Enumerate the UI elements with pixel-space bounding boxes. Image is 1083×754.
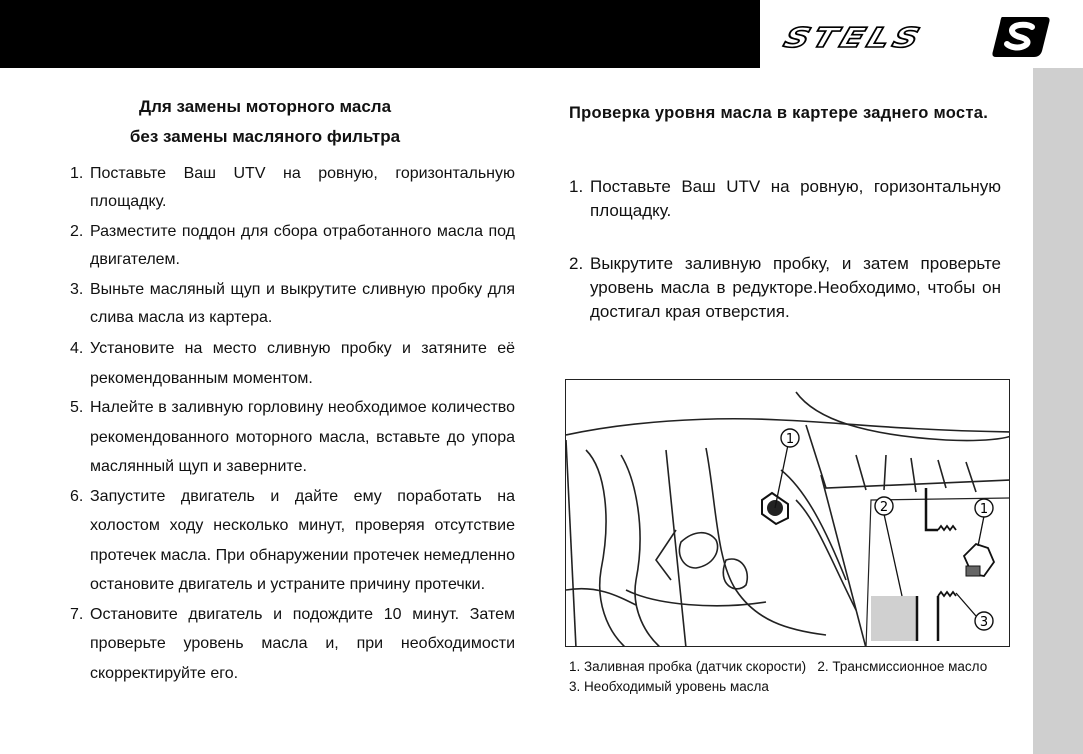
left-section-title: Для замены моторного масла без замены масляного фильтра bbox=[129, 97, 401, 146]
figure-caption: 1. Заливная пробка (датчик скорости) 2. Трансмиссионное масло 3. Необходимый уровень масла bbox=[569, 659, 988, 694]
list-item: 1. Поставьте Ваш UTV на ровную, горизонтальную площадку. bbox=[569, 177, 1001, 220]
header-bar bbox=[0, 0, 760, 68]
list-item: 4. Установите на место сливную пробку и затяните её рекомендованным моментом. bbox=[70, 340, 515, 387]
side-strip bbox=[1033, 68, 1083, 754]
list-item: 7. Остановите двигатель и подождите 10 минут. Затем проверьте уровень масла и, при необходимости скорректируйте его. bbox=[70, 605, 515, 682]
list-item: 2. Выкрутите заливную пробку, и затем проверьте уровень масла в редукторе.Необходимо, чтобы он достигал края отверстия. bbox=[569, 254, 1001, 321]
list-item: 1. Поставьте Ваш UTV на ровную, горизонтальную площадку. bbox=[70, 165, 515, 210]
brand-badge-icon bbox=[990, 15, 1052, 59]
right-section-title: Проверка уровня масла в картере заднего моста. bbox=[569, 104, 989, 122]
brand-logo: STELS bbox=[779, 22, 928, 54]
list-item: 3. Выньте масляный щуп и выкрутите сливную пробку для слива масла из картера. bbox=[70, 281, 515, 326]
callout-3: 3 bbox=[979, 615, 989, 630]
diagram-illustration bbox=[566, 380, 1010, 647]
axle-oil-diagram bbox=[565, 379, 1010, 647]
callout-1: 1 bbox=[785, 432, 795, 447]
callout-2: 2 bbox=[879, 500, 889, 515]
list-item: 2. Разместите поддон для сбора отработанного масла под двигателем. bbox=[70, 223, 515, 268]
list-item: 6. Запустите двигатель и дайте ему поработать на холостом ходу несколько минут, проверяя отсутствие протечек масла. При обнаружении протечек немедленно остановите двигатель и устраните причину протечки. bbox=[70, 487, 515, 593]
list-item: 5. Налейте в заливную горловину необходимое количество рекомендованного моторного масла, вставьте до упора маслянный щуп и заверните. bbox=[70, 399, 515, 475]
callout-1b: 1 bbox=[979, 502, 989, 517]
oil-change-steps bbox=[70, 160, 515, 688]
